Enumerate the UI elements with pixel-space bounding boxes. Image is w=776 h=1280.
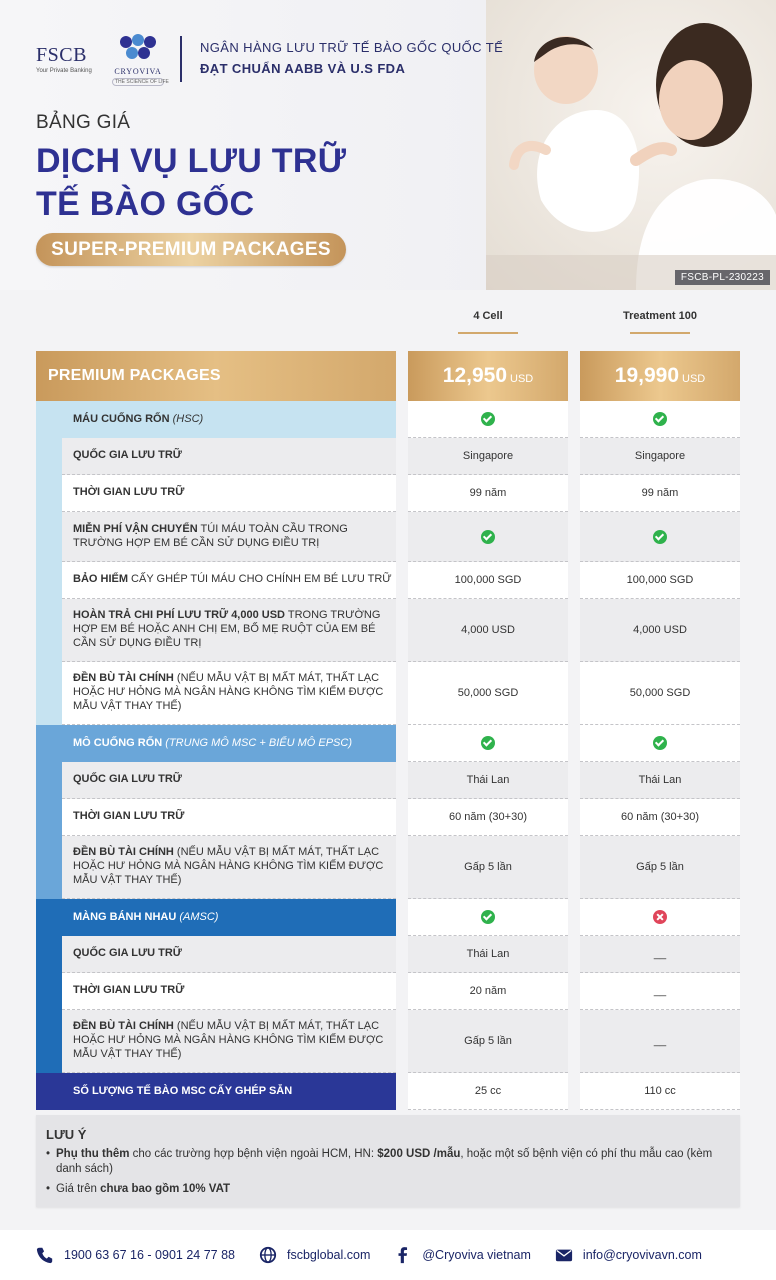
table-cell — [408, 836, 568, 899]
table-cell — [408, 725, 568, 762]
facebook-handle: @Cryoviva vietnam — [422, 1248, 531, 1262]
row-label — [73, 773, 182, 787]
cell-value: 100,000 SGD — [626, 574, 694, 586]
row-label — [73, 672, 396, 713]
cell-value: Singapore — [462, 450, 514, 462]
section-color-bar — [36, 401, 62, 725]
table-cell — [408, 1073, 568, 1110]
table-cell — [580, 438, 740, 475]
row-label-bold: ĐỀN BÙ TÀI CHÍNH — [73, 672, 174, 685]
cell-value: Singapore — [634, 450, 686, 462]
notes-title: LƯU Ý — [46, 1127, 87, 1142]
table-cell — [408, 1010, 568, 1073]
cell-value: Thái Lan — [638, 774, 682, 786]
table-cell — [408, 599, 568, 662]
row-label-bold: BẢO HIỂM — [73, 573, 128, 586]
email-icon — [555, 1246, 573, 1264]
table-cell — [580, 762, 740, 799]
cryoviva-logo — [112, 34, 169, 86]
row-label-bold: THỜI GIAN LƯU TRỮ — [73, 810, 185, 823]
table-cell — [580, 799, 740, 836]
note-item — [46, 1182, 730, 1197]
msc-count-row — [36, 1073, 396, 1110]
table-row — [62, 438, 396, 475]
table-cell — [408, 562, 568, 599]
email-address: info@cryovivavn.com — [582, 1248, 702, 1262]
cell-value: __ — [653, 1035, 667, 1047]
row-label — [73, 947, 182, 961]
table-row — [62, 936, 396, 973]
row-label-text: (NẾU MẪU VẬT BỊ MẤT MÁT, THẤT LẠC HOẶC HƯ HỎNG MÀ NGÂN HÀNG KHÔNG TÌM KIẾM ĐƯỢC MẪU VẬT THAY THẾ) — [73, 1020, 384, 1060]
table-cell — [580, 1010, 740, 1073]
section-header-row — [36, 401, 396, 438]
table-cell — [580, 562, 740, 599]
facebook-icon — [394, 1246, 412, 1264]
cryoviva-logo-text: CRYOVIVA — [114, 67, 162, 76]
msc-count-label: SỐ LƯỢNG TẾ BÀO MSC CẤY GHÉP SẴN — [73, 1084, 293, 1097]
section-name: MÁU CUỐNG RỐN — [73, 412, 170, 425]
table-row — [62, 973, 396, 1010]
row-label-bold: HOÀN TRẢ CHI PHÍ LƯU TRỮ 4,000 USD — [73, 609, 285, 622]
table-cell — [580, 836, 740, 899]
check-icon — [653, 412, 667, 426]
table-row — [62, 512, 396, 562]
check-icon — [653, 530, 667, 544]
cell-value: 4,000 USD — [633, 624, 687, 636]
table-cell — [408, 401, 568, 438]
cryoviva-logo-icon — [118, 34, 158, 60]
section-header-row — [36, 725, 396, 762]
row-label-bold: THỜI GIAN LƯU TRỮ — [73, 984, 185, 997]
row-label-bold: THỜI GIAN LƯU TRỮ — [73, 486, 185, 499]
check-icon — [481, 530, 495, 544]
section-name: MÀNG BÁNH NHAU — [73, 910, 177, 923]
row-label — [73, 1020, 396, 1061]
document-code: FSCB-PL-230223 — [675, 270, 770, 285]
cell-value: 20 năm — [469, 985, 507, 997]
table-cell — [580, 936, 740, 973]
check-icon — [481, 736, 495, 750]
row-label-bold: MIỄN PHÍ VẬN CHUYỂN — [73, 522, 198, 535]
cell-value: 50,000 SGD — [629, 687, 691, 699]
cross-icon — [653, 910, 667, 924]
page-title-line2: TẾ BÀO GỐC — [36, 185, 255, 223]
footer-facebook[interactable] — [394, 1246, 531, 1264]
check-icon — [653, 736, 667, 750]
row-label-text: TÚI MÁU TOÀN CẦU TRONG TRƯỜNG HỢP EM BÉ CẦN SỬ DỤNG ĐIỀU TRỊ — [73, 522, 348, 549]
price-value: 19,990 — [614, 364, 679, 387]
cell-value: 4,000 USD — [461, 624, 515, 636]
row-label-bold: QUỐC GIA LƯU TRỮ — [73, 773, 182, 786]
tagline-line1: NGÂN HÀNG LƯU TRỮ TẾ BÀO GỐC QUỐC TẾ — [200, 40, 504, 55]
mother-baby-photo — [486, 0, 776, 290]
mother-baby-illustration — [486, 0, 776, 290]
table-cell — [408, 936, 568, 973]
tagline-line2: ĐẠT CHUẨN AABB VÀ U.S FDA — [200, 61, 406, 76]
row-label — [73, 449, 182, 463]
section-name: MÔ CUỐNG RỐN — [73, 736, 163, 749]
cell-value: 99 năm — [469, 487, 507, 499]
table-cell — [408, 512, 568, 562]
website-link: fscbglobal.com — [286, 1248, 371, 1262]
price-4cell — [408, 351, 568, 401]
cell-value: 99 năm — [641, 487, 679, 499]
cell-value: 25 cc — [474, 1085, 502, 1097]
table-cell — [408, 762, 568, 799]
table-row — [62, 836, 396, 899]
price-currency: USD — [682, 373, 706, 385]
section-subtitle: (TRUNG MÔ MSC + BIỂU MÔ EPSC) — [165, 736, 353, 749]
note-text: , hoặc một số bệnh viện có phí thu mẫu cao (kèm danh sách) — [56, 1148, 713, 1175]
header-divider — [180, 36, 182, 82]
premium-packages-band: PREMIUM PACKAGES — [36, 351, 396, 401]
cell-value: 60 năm (30+30) — [621, 811, 699, 823]
column-header-underline — [458, 332, 518, 334]
table-row — [62, 475, 396, 512]
cell-value: Thái Lan — [466, 774, 510, 786]
cell-value: __ — [653, 948, 667, 960]
column-header-underline — [630, 332, 690, 334]
row-label-text: CẤY GHÉP TÚI MÁU CHO CHÍNH EM BÉ LƯU TRỮ — [128, 573, 392, 586]
table-cell — [408, 899, 568, 936]
row-label-bold: ĐỀN BÙ TÀI CHÍNH — [73, 846, 174, 859]
row-label-bold: QUỐC GIA LƯU TRỮ — [73, 449, 182, 462]
row-label — [73, 573, 392, 587]
table-row — [62, 799, 396, 836]
cell-value: 100,000 SGD — [454, 574, 522, 586]
table-cell — [580, 899, 740, 936]
price-currency: USD — [510, 373, 534, 385]
footer-phone[interactable] — [36, 1246, 235, 1264]
note-text: Giá trên — [56, 1182, 101, 1195]
table-cell — [408, 799, 568, 836]
cell-value: Gấp 5 lần — [464, 1035, 512, 1047]
check-icon — [481, 910, 495, 924]
cell-value: Thái Lan — [466, 948, 510, 960]
fscb-logo-text: FSCB — [36, 44, 87, 66]
row-label — [73, 609, 396, 650]
cryoviva-logo-tag: THE SCIENCE OF LIFE — [112, 78, 164, 86]
row-label-text: (NẾU MẪU VẬT BỊ MẤT MÁT, THẤT LẠC HOẶC HƯ HỎNG MÀ NGÂN HÀNG KHÔNG TÌM KIẾM ĐƯỢC MẪU VẬT THAY THẾ) — [73, 846, 384, 886]
table-cell — [408, 973, 568, 1010]
note-bold: Phụ thu thêm — [56, 1148, 130, 1160]
packages-badge: SUPER-PREMIUM PACKAGES — [36, 233, 346, 266]
row-label-text: (NẾU MẪU VẬT BỊ MẤT MÁT, THẤT LẠC HOẶC HƯ HỎNG MÀ NGÂN HÀNG KHÔNG TÌM KIẾM ĐƯỢC MẪU VẬT THAY THẾ) — [73, 672, 384, 712]
table-cell — [408, 662, 568, 725]
cell-value: Gấp 5 lần — [464, 861, 512, 873]
section-header-row — [36, 899, 396, 936]
table-row — [62, 762, 396, 799]
row-label — [73, 846, 396, 887]
row-label-bold: ĐỀN BÙ TÀI CHÍNH — [73, 1020, 174, 1033]
row-label — [73, 486, 184, 500]
section-subtitle: (AMSC) — [179, 910, 219, 923]
table-cell — [580, 1073, 740, 1110]
phone-icon — [36, 1246, 54, 1264]
table-cell — [580, 973, 740, 1010]
section-subtitle: (HSC) — [172, 412, 204, 425]
column-header-treatment100: Treatment 100 — [623, 310, 697, 322]
price-table — [0, 290, 776, 1230]
phone-numbers: 1900 63 67 16 - 0901 24 77 88 — [64, 1248, 235, 1262]
check-icon — [481, 412, 495, 426]
table-cell — [408, 438, 568, 475]
table-row — [62, 1010, 396, 1073]
footer-email[interactable] — [555, 1246, 702, 1264]
price-treatment100 — [580, 351, 740, 401]
fscb-logo — [36, 44, 98, 74]
cell-value: Gấp 5 lần — [636, 861, 684, 873]
table-cell — [580, 475, 740, 512]
table-row — [62, 599, 396, 662]
column-header-4cell: 4 Cell — [473, 310, 503, 322]
cell-value: 50,000 SGD — [457, 687, 519, 699]
table-cell — [580, 725, 740, 762]
table-row — [62, 562, 396, 599]
table-cell — [408, 475, 568, 512]
row-label — [73, 984, 184, 998]
note-bold: chưa bao gồm 10% VAT — [100, 1182, 231, 1195]
cell-value: 110 cc — [644, 1085, 676, 1097]
table-cell — [580, 599, 740, 662]
footer-website[interactable] — [259, 1246, 370, 1264]
price-value: 12,950 — [442, 364, 507, 387]
table-cell — [580, 662, 740, 725]
cell-value: 60 năm (30+30) — [449, 811, 527, 823]
fscb-logo-tag: Your Private Banking — [36, 68, 92, 74]
row-label — [73, 523, 396, 551]
row-label-bold: QUỐC GIA LƯU TRỮ — [73, 947, 182, 960]
cell-value: __ — [653, 985, 667, 997]
page-title-line1: DỊCH VỤ LƯU TRỮ — [36, 142, 347, 180]
note-bold: $200 USD /mẫu — [377, 1148, 461, 1160]
table-cell — [580, 401, 740, 438]
notes-box — [36, 1115, 740, 1207]
hero-banner — [0, 0, 776, 290]
globe-icon — [259, 1246, 277, 1264]
row-label-text: TRONG TRƯỜNG HỢP EM BÉ HOẶC ANH CHỊ EM, BỐ MẸ RUỘT CỦA EM BÉ CẦN SỬ DỤNG ĐIỀU TRỊ — [73, 609, 381, 649]
table-cell — [580, 512, 740, 562]
contact-footer — [0, 1230, 776, 1280]
kicker: BẢNG GIÁ — [36, 112, 131, 133]
note-text: cho các trường hợp bệnh viện ngoài HCM, HN: — [129, 1148, 378, 1160]
row-label — [73, 810, 184, 824]
note-item — [46, 1147, 730, 1177]
table-row — [62, 662, 396, 725]
